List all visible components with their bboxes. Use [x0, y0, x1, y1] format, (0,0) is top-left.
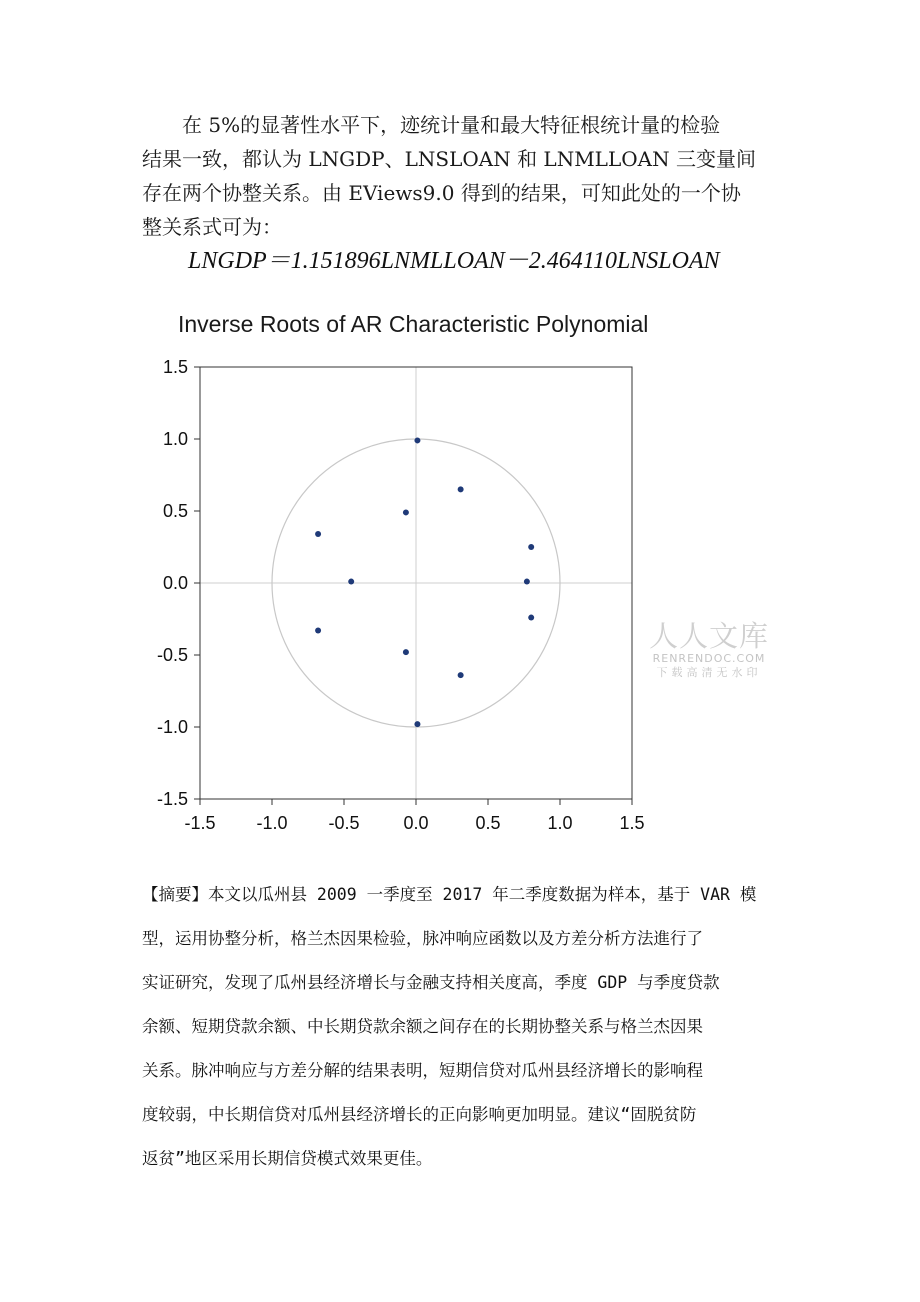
- root-point: [348, 579, 354, 585]
- y-tick-label: -0.5: [156, 645, 188, 665]
- y-tick-label: -1.0: [156, 717, 188, 737]
- ar-roots-chart: [140, 300, 660, 845]
- abstract-paragraph: [142, 873, 782, 1181]
- y-tick-label: 0.0: [162, 573, 188, 593]
- y-tick-label: 1.0: [162, 429, 188, 449]
- intro-paragraph: [142, 108, 792, 244]
- root-point: [524, 579, 530, 585]
- cointegration-formula: LNGDP＝1.151896LNMLLOAN－2.464110LNSLOAN: [188, 248, 720, 274]
- abstract-line-6: 度较弱，中长期信贷对瓜州县经济增长的正向影响更加明显。建议“固脱贫防: [142, 1105, 697, 1124]
- root-point: [458, 672, 464, 678]
- x-tick-label: -1.5: [184, 813, 216, 833]
- abstract-line-4: 余额、短期贷款余额、中长期贷款余额之间存在的长期协整关系与格兰杰因果: [142, 1017, 703, 1036]
- abstract-line-2: 型，运用协整分析，格兰杰因果检验，脉冲响应函数以及方差分析方法進行了: [142, 929, 703, 948]
- abstract-line-3: 实证研究，发现了瓜州县经济增长与金融支持相关度高，季度 GDP 与季度贷款: [142, 973, 720, 992]
- x-tick-label: -0.5: [328, 813, 360, 833]
- abstract-line-1: 【摘要】本文以瓜州县 2009 一季度至 2017 年二季度数据为样本，基于 VAR 模: [142, 885, 757, 904]
- intro-line-4: 整关系式可为：: [142, 215, 282, 239]
- x-tick-label: 0.0: [403, 813, 429, 833]
- root-point: [403, 509, 409, 515]
- root-point: [315, 531, 321, 537]
- intro-line-2: 结果一致，都认为 LNGDP、LNSLOAN 和 LNMLLOAN 三变量间: [142, 147, 756, 171]
- y-tick-label: 0.5: [162, 501, 188, 521]
- watermark-domain: RENRENDOC.COM: [652, 652, 766, 665]
- x-tick-label: 1.5: [619, 813, 645, 833]
- watermark-name: 人人文库: [648, 619, 769, 653]
- watermark-tagline: 下载高清无水印: [656, 666, 762, 679]
- watermark: [644, 620, 774, 680]
- root-point: [458, 486, 464, 492]
- root-point: [403, 649, 409, 655]
- abstract-line-5: 关系。脉冲响应与方差分解的结果表明，短期信贷对瓜州县经济增长的影响程: [142, 1061, 703, 1080]
- chart-title: Inverse Roots of AR Characteristic Polynomial: [178, 311, 649, 337]
- root-point: [528, 544, 534, 550]
- x-tick-label: 1.0: [547, 813, 573, 833]
- intro-line-3: 存在两个协整关系。由 EViews9.0 得到的结果，可知此处的一个协: [142, 181, 741, 205]
- x-tick-label: 0.5: [475, 813, 501, 833]
- x-tick-label: -1.0: [256, 813, 288, 833]
- y-tick-label: -1.5: [156, 789, 188, 809]
- y-tick-label: 1.5: [162, 357, 188, 377]
- root-point: [414, 721, 420, 727]
- root-point: [315, 628, 321, 634]
- root-point: [414, 437, 420, 443]
- root-point: [528, 615, 534, 621]
- abstract-line-7: 返贫”地区采用长期信贷模式效果更佳。: [142, 1149, 433, 1168]
- intro-line-1: 在 5%的显著性水平下，迹统计量和最大特征根统计量的检验: [182, 113, 721, 137]
